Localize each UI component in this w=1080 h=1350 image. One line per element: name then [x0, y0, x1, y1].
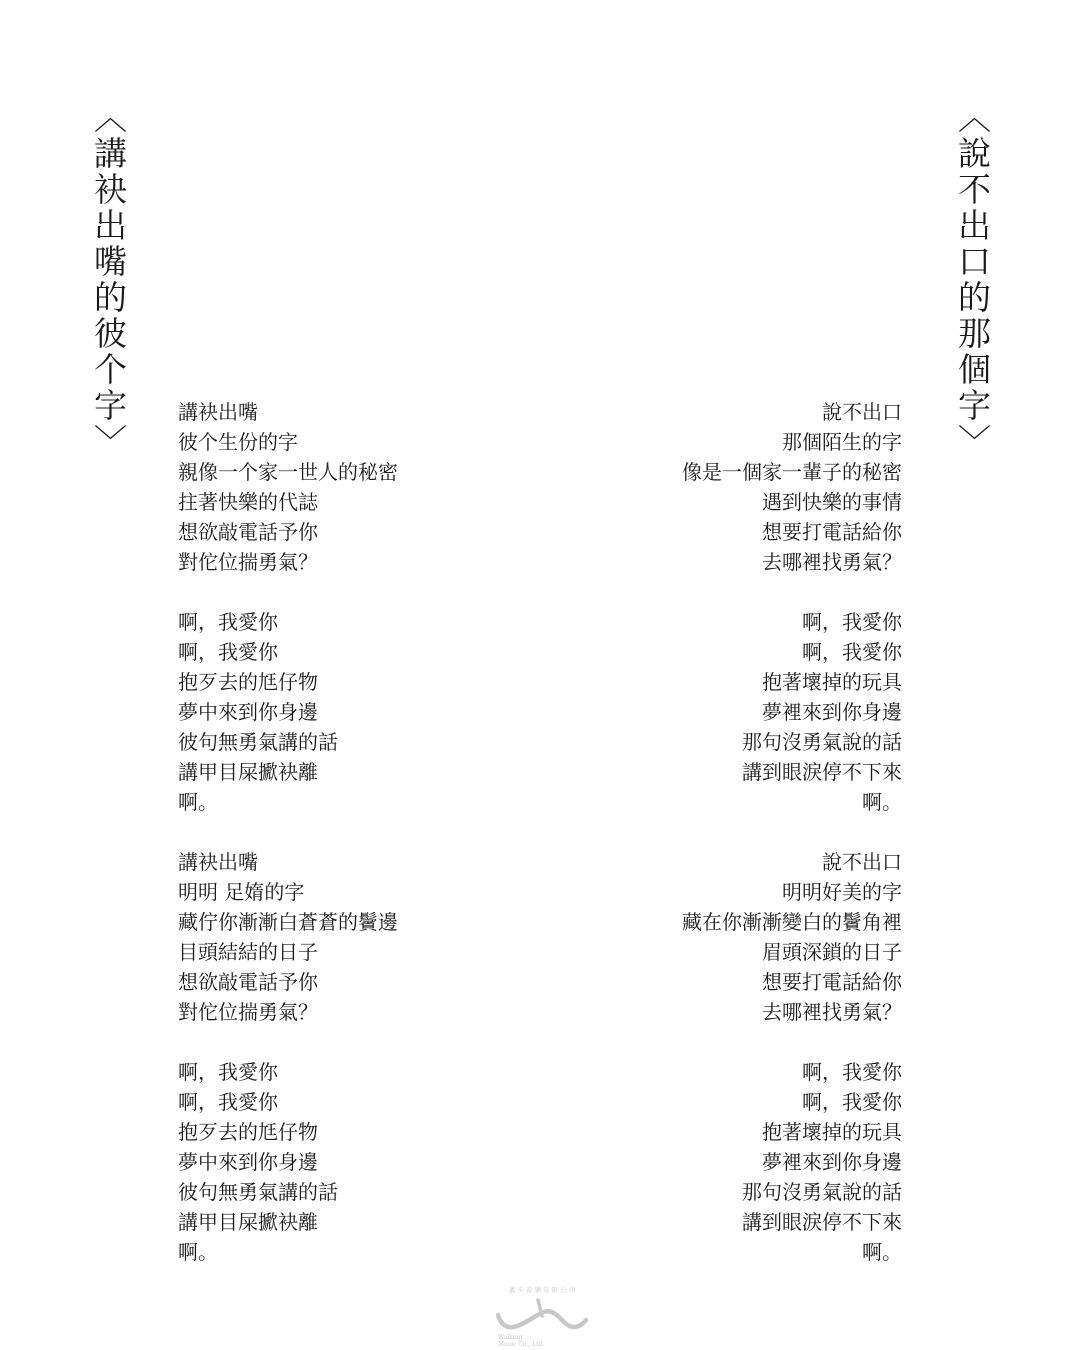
left-lyric-line: 抱歹去的尪仔物	[178, 1120, 318, 1144]
right-stanza	[682, 397, 902, 577]
left-stanza	[178, 847, 398, 1027]
left-lyric-line: 明明 足媠的字	[178, 880, 305, 904]
logo-cjk-text: 邁 步 音 樂 有 限 公 司	[508, 1286, 576, 1294]
left-stanza	[178, 397, 398, 577]
right-lyric-line: 說不出口	[822, 850, 902, 874]
right-lyric-line: 啊。	[862, 790, 902, 814]
right-title: 〈說不出口的那個字〉	[953, 100, 992, 460]
left-lyric-line: 彼句無勇氣講的話	[178, 1180, 338, 1204]
left-lyric-line: 啊。	[178, 1240, 218, 1264]
left-lyric-line: 目頭結結的日子	[178, 940, 318, 964]
right-lyric-line: 那個陌生的字	[782, 430, 902, 454]
right-lyric-line: 像是一個家一輩子的秘密	[682, 460, 902, 484]
right-lyric-line: 夢裡來到你身邊	[762, 700, 902, 724]
right-lyric-line: 抱著壞掉的玩具	[762, 670, 902, 694]
left-lyric-line: 對佗位揣勇氣？	[178, 550, 318, 574]
left-lyric-line: 想欲敲電話予你	[178, 970, 318, 994]
right-lyric-line: 講到眼淚停不下來	[742, 1210, 902, 1234]
right-lyric-line: 想要打電話給你	[762, 970, 902, 994]
left-stanza	[178, 1057, 398, 1267]
left-lyric-line: 講甲目屎擨袂離	[178, 760, 318, 784]
left-lyric-line: 啊。	[178, 790, 218, 814]
right-lyric-line: 去哪裡找勇氣？	[762, 550, 902, 574]
left-lyric-line: 啊，我愛你	[178, 610, 278, 634]
right-lyric-line: 那句沒勇氣說的話	[742, 1180, 902, 1204]
left-lyric-line: 啊，我愛你	[178, 1060, 278, 1084]
right-lyric-line: 夢裡來到你身邊	[762, 1150, 902, 1174]
right-lyric-line: 啊，我愛你	[802, 640, 902, 664]
left-lyric-line: 啊，我愛你	[178, 640, 278, 664]
logo-text-line2: Music Co., Ltd.	[498, 1341, 545, 1348]
left-lyric-line: 夢中來到你身邊	[178, 700, 318, 724]
left-lyric-line: 對佗位揣勇氣？	[178, 1000, 318, 1024]
logo-text-line1: Walking	[498, 1334, 523, 1341]
right-lyrics-column	[682, 397, 902, 1297]
right-lyric-line: 啊，我愛你	[802, 610, 902, 634]
left-lyric-line: 夢中來到你身邊	[178, 1150, 318, 1174]
right-lyric-line: 那句沒勇氣說的話	[742, 730, 902, 754]
left-lyric-line: 講袂出嘴	[178, 850, 258, 874]
right-stanza	[682, 1057, 902, 1267]
right-lyric-line: 眉頭深鎖的日子	[762, 940, 902, 964]
right-stanza	[682, 607, 902, 817]
right-lyric-line: 啊，我愛你	[802, 1090, 902, 1114]
left-lyric-line: 親像一个家一世人的秘密	[178, 460, 398, 484]
left-lyric-line: 彼个生份的字	[178, 430, 298, 454]
right-lyric-line: 想要打電話給你	[762, 520, 902, 544]
right-lyric-line: 藏在你漸漸變白的鬢角裡	[682, 910, 902, 934]
right-lyric-line: 說不出口	[822, 400, 902, 424]
left-lyric-line: 拄著快樂的代誌	[178, 490, 318, 514]
left-lyric-line: 彼句無勇氣講的話	[178, 730, 338, 754]
left-stanza	[178, 607, 398, 817]
left-lyrics-column	[178, 397, 398, 1297]
left-lyric-line: 啊，我愛你	[178, 1090, 278, 1114]
right-lyric-line: 講到眼淚停不下來	[742, 760, 902, 784]
right-lyric-line: 啊。	[862, 1240, 902, 1264]
left-lyric-line: 想欲敲電話予你	[178, 520, 318, 544]
right-lyric-line: 去哪裡找勇氣？	[762, 1000, 902, 1024]
left-title: 〈講袂出嘴的彼个字〉	[89, 100, 128, 460]
right-lyric-line: 遇到快樂的事情	[762, 490, 902, 514]
walking-music-logo	[492, 1282, 592, 1348]
left-lyric-line: 抱歹去的尪仔物	[178, 670, 318, 694]
left-lyric-line: 講袂出嘴	[178, 400, 258, 424]
right-lyric-line: 抱著壞掉的玩具	[762, 1120, 902, 1144]
right-lyric-line: 明明好美的字	[782, 880, 902, 904]
right-stanza	[682, 847, 902, 1027]
left-lyric-line: 藏佇你漸漸白蒼蒼的鬢邊	[178, 910, 398, 934]
right-lyric-line: 啊，我愛你	[802, 1060, 902, 1084]
left-lyric-line: 講甲目屎擨袂離	[178, 1210, 318, 1234]
